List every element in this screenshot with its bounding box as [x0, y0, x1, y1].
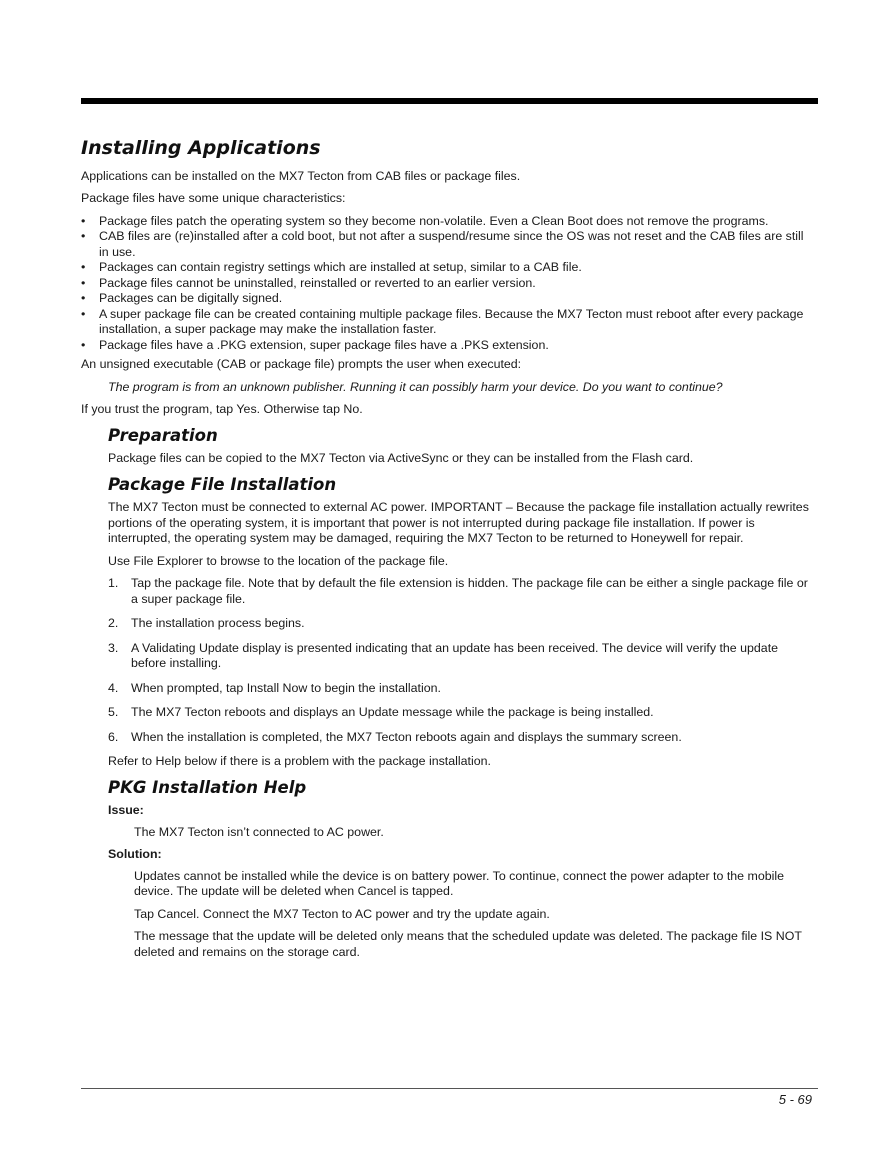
preparation-heading: Preparation: [108, 425, 218, 445]
intro-paragraph: Applications can be installed on the MX7 Tecton from CAB files or package files.: [81, 168, 521, 183]
issue-text: The MX7 Tecton isn’t connected to AC power.: [134, 824, 384, 839]
list-item: • Packages can contain registry settings which are installed at setup, similar to a CAB file.: [81, 260, 816, 276]
list-item: • A super package file can be created containing multiple package files. Because the MX7 Tecton must reboot after every package installation, a super package may make the installation faster.: [81, 307, 816, 338]
package-install-paragraph: Use File Explorer to browse to the location of the package file.: [108, 553, 449, 568]
list-item: [108, 681, 816, 697]
install-steps: [108, 576, 816, 745]
step-text: Tap the package file. Note that by default the file extension is hidden. The package file can be either a single package file or a super package file.: [131, 576, 808, 606]
step-number: 1.: [108, 576, 119, 590]
list-item: [108, 576, 816, 607]
list-item: • CAB files are (re)installed after a cold boot, but not after a suspend/resume since the OS was not reset and the CAB files are still in use.: [81, 229, 816, 260]
step-number: 4.: [108, 680, 119, 695]
bottom-rule: [81, 1088, 818, 1089]
unsigned-note: An unsigned executable (CAB or package file) prompts the user when executed:: [81, 357, 522, 371]
intro-paragraph: Package files have some unique characteristics:: [81, 191, 346, 205]
step-text: The installation process begins.: [131, 616, 305, 630]
issue-label: Issue:: [108, 803, 144, 817]
top-rule: [81, 98, 818, 104]
solution-text: Tap Cancel. Connect the MX7 Tecton to AC power and try the update again.: [134, 906, 550, 921]
list-item: [108, 730, 816, 746]
help-reference: Refer to Help below if there is a problem with the package installation.: [108, 754, 491, 768]
list-item: • Packages can be digitally signed.: [81, 291, 816, 307]
page-number: 5 - 69: [778, 1092, 812, 1107]
package-install-heading: Package File Installation: [108, 474, 337, 494]
pkg-help-heading: PKG Installation Help: [108, 777, 307, 797]
preparation-text: Package files can be copied to the MX7 Tecton via ActiveSync or they can be installed from the Flash card.: [108, 451, 694, 465]
step-text: When prompted, tap Install Now to begin the installation.: [131, 680, 441, 695]
page-content: [81, 135, 816, 967]
step-number: 2.: [108, 616, 119, 630]
prompt-text: The program is from an unknown publisher. Running it can possibly harm your device. Do you want to continue?: [108, 379, 723, 394]
list-item: • Package files have a .PKG extension, super package files have a .PKS extension.: [81, 338, 816, 354]
solution-text: Updates cannot be installed while the device is on battery power. To continue, connect the power adapter to the mobile device. The update will be deleted when Cancel is tapped.: [134, 868, 784, 898]
list-item: [108, 616, 816, 632]
step-text: When the installation is completed, the MX7 Tecton reboots again and displays the summary screen.: [131, 729, 682, 744]
step-number: 3.: [108, 640, 119, 655]
list-item: [108, 641, 816, 672]
step-number: 5.: [108, 705, 119, 719]
list-item: [108, 705, 816, 721]
list-item: • Package files patch the operating system so they become non-volatile. Even a Clean Boot does not remove the programs.: [81, 214, 816, 230]
characteristics-list: [81, 214, 816, 354]
trust-note: If you trust the program, tap Yes. Otherwise tap No.: [81, 402, 363, 416]
section-title: Installing Applications: [81, 137, 321, 159]
solution-label: Solution:: [108, 847, 162, 861]
solution-text: The message that the update will be deleted only means that the scheduled update was deleted. The package file IS NOT deleted and remains on the storage card.: [134, 929, 802, 959]
package-install-paragraph: The MX7 Tecton must be connected to external AC power. IMPORTANT – Because the package file installation actually rewrites portions of the operating system, it is important that power is not interrupted during package file installation. If power is interrupted, the operating system may be damaged, requiring the MX7 Tecton to be returned to Honeywell for repair.: [108, 500, 809, 545]
step-text: A Validating Update display is presented indicating that an update has been received. The device will verify the update before installing.: [131, 640, 779, 670]
list-item: • Package files cannot be uninstalled, reinstalled or reverted to an earlier version.: [81, 276, 816, 292]
step-text: The MX7 Tecton reboots and displays an Update message while the package is being installed.: [131, 705, 654, 719]
step-number: 6.: [108, 729, 119, 744]
